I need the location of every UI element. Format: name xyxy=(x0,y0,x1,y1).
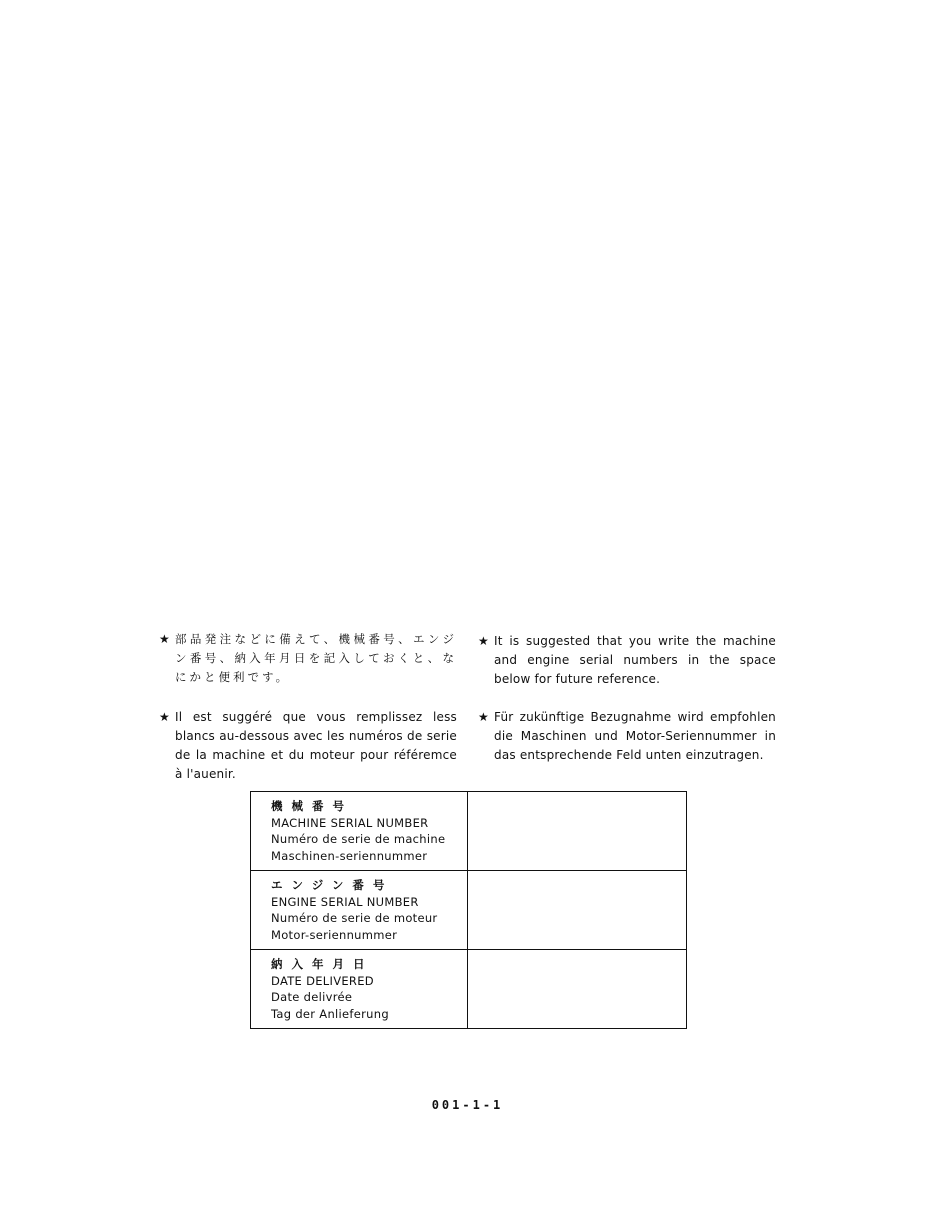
note-german-text: Für zukünftige Bezugnahme wird empfohlen die Maschinen und Motor-Seriennummer in das entsprechende Feld unten einzutragen. xyxy=(494,710,776,762)
column-divider xyxy=(467,792,468,870)
engine-serial-label xyxy=(271,877,437,943)
date-delivered-label xyxy=(271,956,389,1022)
date-delivered-label-fr: Date delivrée xyxy=(271,990,353,1004)
engine-serial-label-ja: エンジン番号 xyxy=(271,878,394,892)
engine-serial-field[interactable] xyxy=(469,871,686,949)
note-japanese-text: 部品発注などに備えて、機械番号、エンジン番号、納入年月日を記入しておくと、なにかと便利です。 xyxy=(175,632,457,684)
star-icon: ★ xyxy=(478,710,489,724)
note-english-text: It is suggested that you write the machine and engine serial numbers in the space below for future reference. xyxy=(494,634,776,686)
column-divider xyxy=(467,950,468,1029)
machine-serial-label-ja: 機械番号 xyxy=(271,799,353,813)
note-german xyxy=(478,708,776,765)
machine-serial-field[interactable] xyxy=(469,792,686,870)
star-icon: ★ xyxy=(478,634,489,648)
serial-number-table xyxy=(250,791,687,1029)
machine-serial-label-de: Maschinen-seriennummer xyxy=(271,848,428,863)
note-english xyxy=(478,632,776,689)
machine-serial-label-en: MACHINE SERIAL NUMBER xyxy=(271,815,429,830)
engine-serial-label-en: ENGINE SERIAL NUMBER xyxy=(271,894,419,909)
machine-serial-label-fr: Numéro de serie de machine xyxy=(271,832,446,846)
table-row-machine-serial xyxy=(251,792,686,871)
table-row-date-delivered xyxy=(251,950,686,1029)
note-french-text: Il est suggéré que vous remplissez less blancs au-dessous avec les numéros de serie de la machine et du moteur pour référemce à l'auenir. xyxy=(175,710,457,781)
date-delivered-label-en: DATE DELIVERED xyxy=(271,973,374,988)
machine-serial-label xyxy=(271,798,445,864)
star-icon: ★ xyxy=(159,632,173,646)
date-delivered-field[interactable] xyxy=(469,950,686,1029)
table-row-engine-serial xyxy=(251,871,686,950)
star-icon: ★ xyxy=(159,710,170,724)
date-delivered-label-ja: 納入年月日 xyxy=(271,957,374,971)
engine-serial-label-fr: Numéro de serie de moteur xyxy=(271,911,438,925)
column-divider xyxy=(467,871,468,949)
note-japanese xyxy=(159,630,457,687)
date-delivered-label-de: Tag der Anlieferung xyxy=(271,1006,389,1021)
engine-serial-label-de: Motor-seriennummer xyxy=(271,927,398,942)
note-french xyxy=(159,708,457,784)
page-number: 001-1-1 xyxy=(431,1098,504,1112)
